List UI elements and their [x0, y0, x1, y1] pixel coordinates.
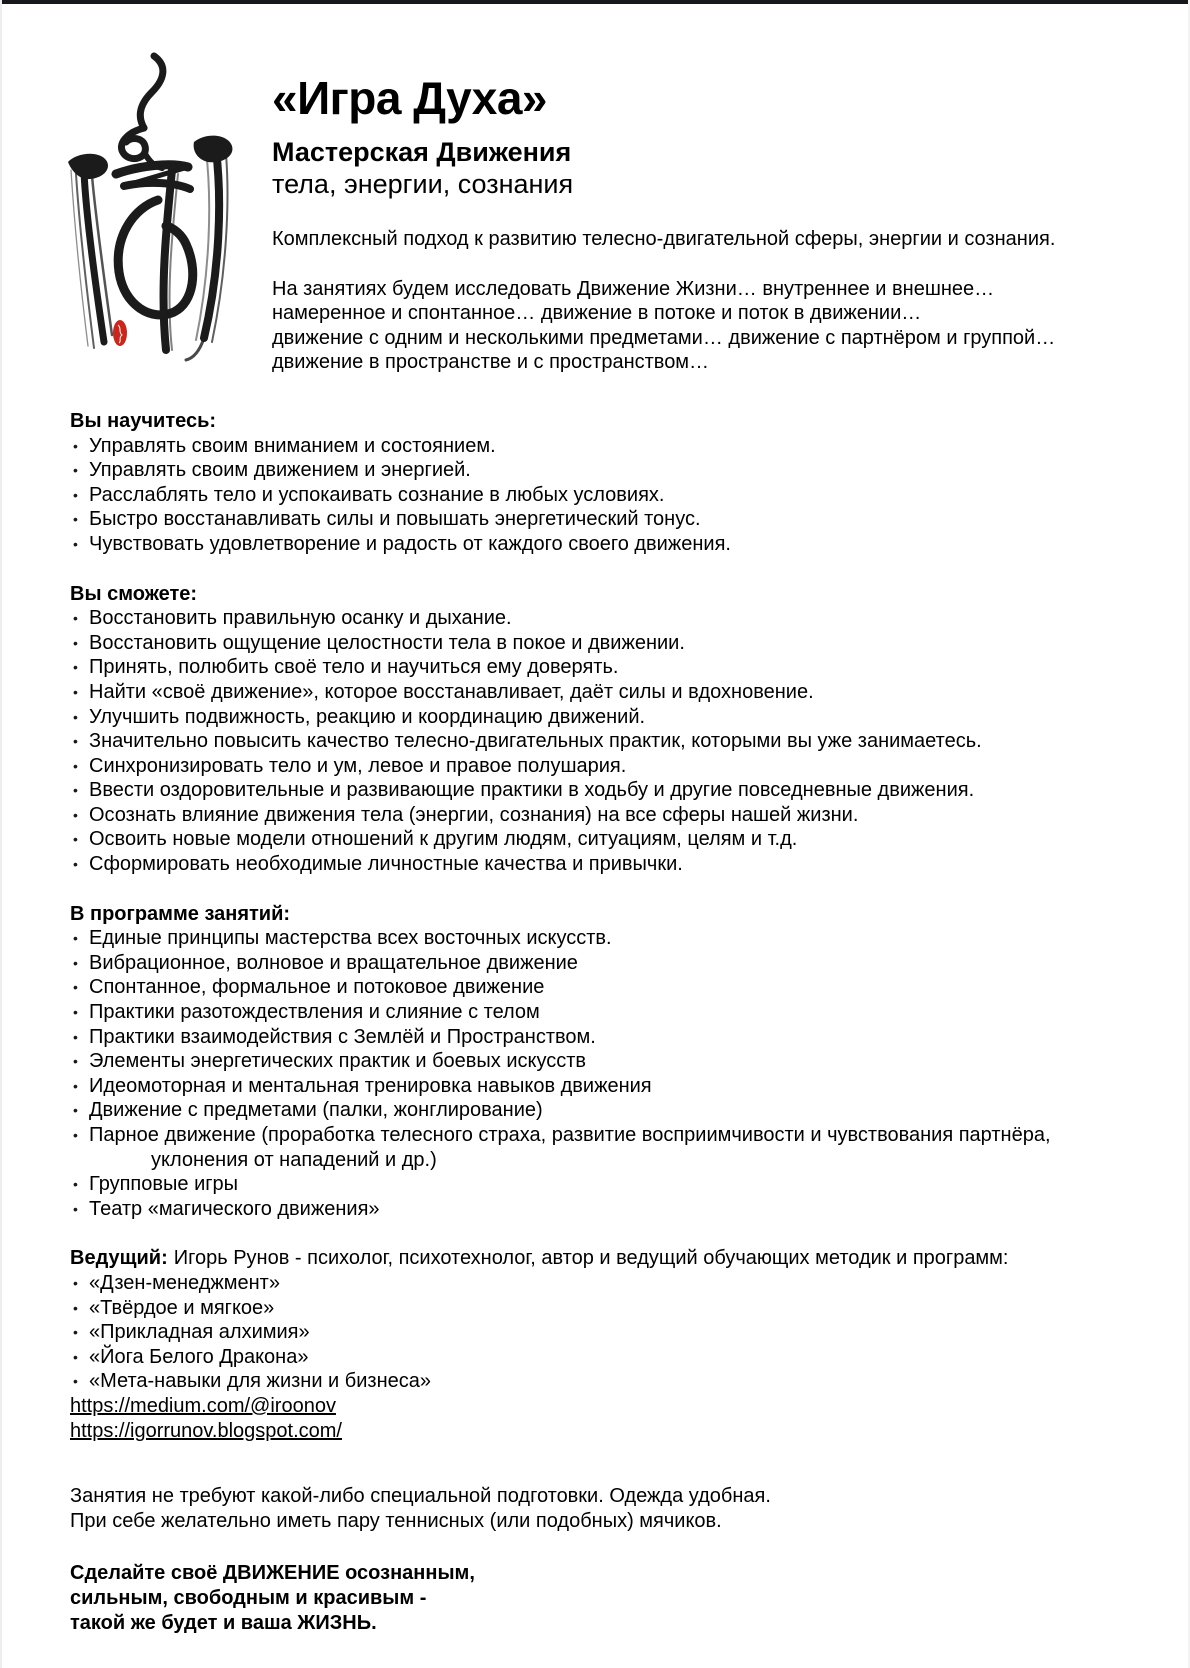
bullet-item: • Движение с предметами (палки, жонглирование) [70, 1098, 1140, 1123]
closing-line: такой же будет и ваша ЖИЗНЬ. [70, 1612, 377, 1635]
description-line: намеренное и спонтанное… движение в потоке и поток в движении… [272, 302, 922, 325]
red-seal [113, 320, 127, 346]
bullet-item: • Ввести оздоровительные и развивающие практики в ходьбу и другие повседневные движения. [70, 778, 1140, 803]
description-paragraph [272, 277, 1055, 375]
bullet-item: • Элементы энергетических практик и боевых искусств [70, 1049, 1140, 1074]
notes-paragraph [70, 1484, 1140, 1533]
external-link[interactable]: https://igorrunov.blogspot.com/ [70, 1419, 342, 1442]
title-block [254, 50, 1055, 375]
bullet-item: • Вибрационное, волновое и вращательное движение [70, 951, 1140, 976]
bullet-item: • Освоить новые модели отношений к другим людям, ситуациям, целям и т.д. [70, 827, 1140, 852]
big-loop-stroke [118, 200, 193, 315]
wrapped-line: уклонения от нападений и др.) [151, 1148, 437, 1171]
bullet-item: • Идеомоторная и ментальная тренировка навыков движения [70, 1074, 1140, 1099]
description-line: На занятиях будем исследовать Движение Жизни… внутреннее и внешнее… [272, 277, 995, 300]
bullet-item: • Спонтанное, формальное и потоковое движение [70, 975, 1140, 1000]
bullet-list [70, 926, 1140, 1221]
subtitle-bold: Мастерская Движения [272, 137, 572, 167]
left-blob [68, 154, 108, 179]
closing-line: Сделайте своё ДВИЖЕНИЕ осознанным, [70, 1562, 475, 1585]
note-line: При себе желательно иметь пару теннисных (или подобных) мячиков. [70, 1509, 722, 1532]
program-item: • «Мета-навыки для жизни и бизнеса» [70, 1369, 1140, 1394]
bullet-item: • Управлять своим вниманием и состоянием. [70, 434, 1140, 459]
bullet-item: • Осознать влияние движения тела (энергии, сознания) на все сферы нашей жизни. [70, 803, 1140, 828]
bullet-item: • Значительно повысить качество телесно-двигательных практик, которыми вы уже занимаетесь. [70, 729, 1140, 754]
leader-block [70, 1246, 1140, 1443]
bullet-item: • Быстро восстанавливать силы и повышать энергетический тонус. [70, 507, 1140, 532]
program-item: • «Твёрдое и мягкое» [70, 1296, 1140, 1321]
bullet-item: • Единые принципы мастерства всех восточных искусств. [70, 926, 1140, 951]
section-program [70, 902, 1140, 1222]
ink-brush-calligraphy-svg [46, 50, 254, 368]
bullet-item: • Парное движение (проработка телесного страха, развитие восприимчивости и чувствования партнёра, уклонения от нападений и др.) [70, 1123, 1140, 1172]
ink-strokes [71, 56, 227, 360]
bullet-item: • Принять, полюбить своё тело и научиться ему доверять. [70, 655, 1140, 680]
links-block [70, 1394, 1140, 1443]
closing-line: сильным, свободным и красивым - [70, 1587, 427, 1610]
section-you-will-be-able [70, 582, 1140, 877]
right-tail-stroke [186, 338, 204, 360]
leader-line [70, 1246, 1140, 1271]
description-line: движение в пространстве и с пространством… [272, 351, 710, 374]
top-edge-bar [2, 0, 1188, 4]
programs-list [70, 1271, 1140, 1394]
right-vertical-stroke [204, 150, 219, 338]
loop-stroke [121, 128, 145, 159]
bullet-item: • Театр «магического движения» [70, 1197, 1140, 1222]
bullet-list [70, 606, 1140, 877]
zigzag-bottom-stroke [124, 183, 190, 189]
leader-label: Ведущий: [70, 1247, 168, 1270]
bullet-item: • Улучшить подвижность, реакцию и координацию движений. [70, 705, 1140, 730]
intro-paragraph: Комплексный подход к развитию телесно-двигательной сферы, энергии и сознания. [272, 228, 1056, 250]
program-item: • «Прикладная алхимия» [70, 1320, 1140, 1345]
bullet-item: • Управлять своим движением и энергией. [70, 458, 1140, 483]
bullet-item: • Практики разотождествления и слияние с телом [70, 1000, 1140, 1025]
bullet-item: • Восстановить правильную осанку и дыхание. [70, 606, 1140, 631]
bullet-list [70, 434, 1140, 557]
note-line: Занятия не требуют какой-либо специальной подготовки. Одежда удобная. [70, 1485, 771, 1508]
bullet-item: • Групповые игры [70, 1172, 1140, 1197]
section-heading: В программе занятий: [70, 902, 291, 925]
calligraphy-artwork [46, 50, 254, 368]
flame-stroke [140, 56, 163, 128]
subtitle-light: тела, энергии, сознания [272, 169, 574, 199]
bullet-item: • Сформировать необходимые личностные качества и привычки. [70, 852, 1140, 877]
section-you-will-learn [70, 409, 1140, 557]
bullet-item: • Практики взаимодействия с Землёй и Пространством. [70, 1025, 1140, 1050]
leader-description: Игорь Рунов - психолог, психотехнолог, автор и ведущий обучающих методик и программ: [173, 1247, 1009, 1270]
bullet-item: • Расслаблять тело и успокаивать сознание в любых условиях. [70, 483, 1140, 508]
section-heading: Вы научитесь: [70, 409, 217, 432]
bullet-item: • Синхронизировать тело и ум, левое и правое полушария. [70, 754, 1140, 779]
bullet-item: • Чувствовать удовлетворение и радость от каждого своего движения. [70, 532, 1140, 557]
page-title: «Игра Духа» [272, 72, 547, 124]
program-item: • «Йога Белого Дракона» [70, 1345, 1140, 1370]
description-line: движение с одним и несколькими предметами… движение с партнёром и группой… [272, 326, 1056, 349]
bullet-item: • Восстановить ощущение целостности тела в покое и движении. [70, 631, 1140, 656]
header [2, 0, 1188, 375]
right-blob [194, 136, 233, 163]
bullet-item: • Найти «своё движение», которое восстанавливает, даёт силы и вдохновение. [70, 680, 1140, 705]
section-heading: Вы сможете: [70, 582, 198, 605]
program-item: • «Дзен-менеджмент» [70, 1271, 1140, 1296]
closing-statement [70, 1561, 1140, 1636]
main-content [2, 409, 1188, 1636]
external-link[interactable]: https://medium.com/@iroonov [70, 1394, 336, 1417]
